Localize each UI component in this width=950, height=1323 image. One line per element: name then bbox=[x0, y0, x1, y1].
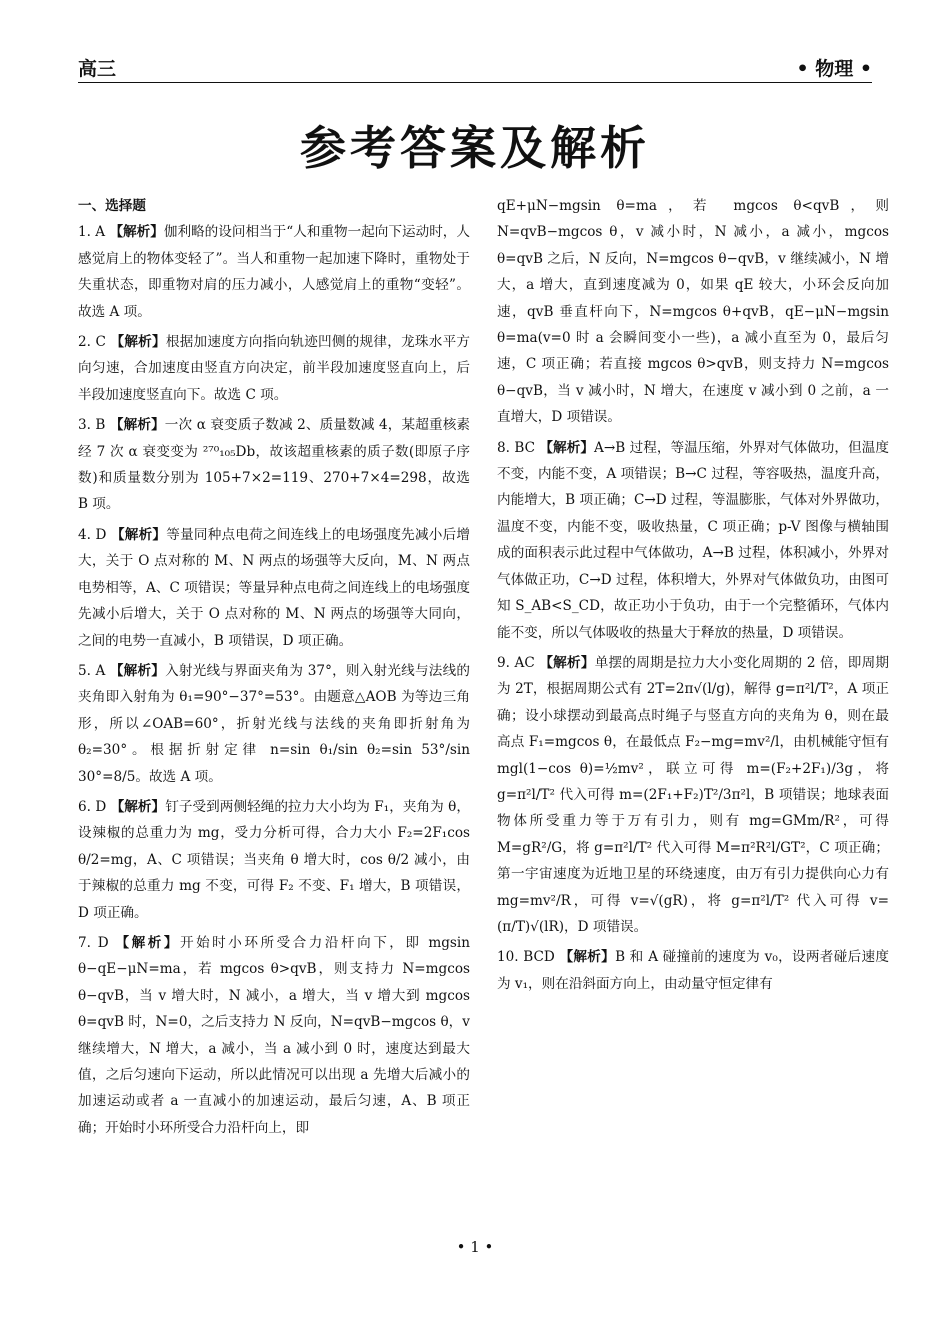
answer-item bbox=[497, 193, 889, 431]
right-column bbox=[497, 193, 889, 1001]
answer-number: 3. B bbox=[78, 417, 106, 434]
answer-text: 入射光线与界面夹角为 37°，则入射光线与法线的夹角即入射角为 θ₁=90°−37°=53°。由题意△AOB 为等边三角形，所以∠OAB=60°，折射光线与法线的夹角即折射角为 θ₂=30°。根据折射定律 n=sin θ₁/sin θ₂=sin 53°/sin 30°=8/5。故选 A 项。 bbox=[78, 662, 470, 785]
answer-number: 1. A bbox=[78, 224, 106, 241]
page-header bbox=[78, 52, 872, 83]
analysis-tag: 【解析】 bbox=[109, 417, 165, 434]
answer-number: 9. AC bbox=[497, 654, 535, 671]
section-heading: 一、选择题 bbox=[78, 198, 146, 214]
answer-item bbox=[78, 930, 470, 1141]
answer-number: 8. BC bbox=[497, 439, 535, 456]
answer-number: 4. D bbox=[78, 526, 107, 543]
analysis-tag: 【解析】 bbox=[109, 662, 166, 679]
answer-text: 单摆的周期是拉力大小变化周期的 2 倍，即周期为 2T，根据周期公式有 2T=2π√(l/g)，解得 g=π²l/T²，A 项正确；设小球摆动到最高点时绳子与竖直方向的夹角为 θ，则在最高点 F₁=mgcos θ，在最低点 F₂−mg=mv²/l，由机械能守恒有 mgl(1−cos θ)=½mv²，联立可得 m=(F₂+2F₁)/3g，将 g=π²l/T² 代入可得 m=(2F₁+F₂)T²/3π²l，B 项错误；地球表面物体所受重力等于万有引力，则有 mg=GMm/R²，可得 M=gR²/G，将 g=π²l/T² 代入可得 M=π²R²l/GT²，C 项正确；第一宇宙速度为近地卫星的环绕速度，由万有引力提供向心力有 mg=mv²/R，可得 v=√(gR)，将 g=π²l/T² 代入可得 v=(π/T)√(lR)，D 项错误。 bbox=[497, 654, 890, 935]
analysis-tag: 【解析】 bbox=[110, 334, 166, 351]
answer-item bbox=[78, 658, 470, 790]
grade-label: 高三 bbox=[78, 58, 117, 80]
answer-number: 6. D bbox=[78, 798, 107, 815]
answer-text: qE+μN−mgsin θ=ma，若 mgcos θ<qvB，则 N=qvB−mgcos θ，v 减小时，N 减小，a 减小，mgcos θ=qvB 之后，N 反向，N=mgcos θ−qvB，v 继续减小，N 增大，a 增大，直到速度减为 0，如果 qE 较大，小环会反向加速，qvB 垂直杆向下，N=mgcos θ+qvB，qE−μN−mgsin θ=ma(v=0 时 a 会瞬间变小一些)，a 减小直至为 0，最后匀速，C 项正确；若直接 mgcos θ>qvB，则支持力 N=mgcos θ−qvB，当 v 减小时，N 增大，在速度 v 减小到 0 之前，a 一直增大，D 项错误。 bbox=[497, 198, 889, 426]
answer-item bbox=[78, 412, 470, 518]
analysis-tag: 【解析】 bbox=[115, 934, 180, 951]
answer-text: 一次 α 衰变质子数减 2、质量数减 4，某超重核素经 7 次 α 衰变变为 ²⁷⁰₁₀₅Db，故该超重核素的质子数(即原子序数)和质量数分别为 105+7×2=119、270+7×4=298，故选 B 项。 bbox=[78, 417, 471, 513]
answer-item bbox=[497, 944, 889, 997]
answer-text: 等量同种点电荷之间连线上的电场强度先减小后增大，关于 O 点对称的 M、N 两点的场强等大反向，M、N 两点电势相等，A、C 项错误；等量异种点电荷之间连线上的电场强度先减小后增大，关于 O 点对称的 M、N 两点的场强等大同向，之间的电势一直减小，B 项错误，D 项正确。 bbox=[78, 526, 471, 649]
answer-item bbox=[78, 219, 470, 325]
subject-label: • 物理 • bbox=[796, 58, 872, 80]
answer-item bbox=[497, 650, 889, 940]
answer-number: 5. A bbox=[78, 662, 106, 679]
analysis-tag: 【解析】 bbox=[559, 949, 616, 966]
answer-text: A→B 过程，等温压缩，外界对气体做功，但温度不变，内能不变，A 项错误；B→C 过程，等容吸热，温度升高，内能增大，B 项正确；C→D 过程，等温膨胀，气体对外界做功，温度不变，内能不变，吸收热量，C 项正确；p-V 图像与横轴围成的面积表示此过程中气体做功，A→B 过程，体积减小，外界对气体做正功，C→D 过程，体积增大，外界对气体做负功，由图可知 S_AB<S_CD，故正功小于负功，由于一个完整循环，气体内能不变，所以气体吸收的热量大于释放的热量，D 项错误。 bbox=[497, 439, 889, 641]
answer-text: 伽利略的设问相当于“人和重物一起向下运动时，人感觉肩上的物体变轻了”。当人和重物一起加速下降时，重物处于失重状态，即重物对肩的压力减小，人感觉肩上的重物“变轻”。故选 A 项。 bbox=[78, 224, 471, 320]
analysis-tag: 【解析】 bbox=[110, 526, 167, 543]
left-column bbox=[78, 193, 470, 1145]
answer-item bbox=[78, 794, 470, 926]
answer-number: 7. D bbox=[78, 934, 109, 951]
answer-list-right bbox=[497, 193, 889, 997]
answer-item bbox=[78, 329, 470, 408]
analysis-tag: 【解析】 bbox=[539, 439, 595, 456]
answer-text: B 和 A 碰撞前的速度为 v₀，设两者碰后速度为 v₁，则在沿斜面方向上，由动量守恒定律有 bbox=[497, 949, 890, 992]
analysis-tag: 【解析】 bbox=[110, 798, 166, 815]
answer-number: 2. C bbox=[78, 334, 106, 351]
page-title: 参考答案及解析 bbox=[300, 121, 650, 175]
page-number: • 1 • bbox=[456, 1238, 494, 1256]
answer-text: 根据加速度方向指向轨迹凹侧的规律，龙珠水平方向匀速，合加速度由竖直方向决定，前半段加速度竖直向上，后半段加速度竖直向下。故选 C 项。 bbox=[78, 334, 471, 403]
analysis-tag: 【解析】 bbox=[109, 224, 164, 241]
answer-item bbox=[78, 522, 470, 654]
answer-text: 钉子受到两侧轻绳的拉力大小均为 F₁，夹角为 θ，设辣椒的总重力为 mg，受力分析可得，合力大小 F₂=2F₁cos θ/2=mg，A、C 项错误；当夹角 θ 增大时，cos θ/2 减小，由于辣椒的总重力 mg 不变，可得 F₂ 不变、F₁ 增大，B 项错误，D 项正确。 bbox=[78, 798, 470, 921]
answer-list-left bbox=[78, 219, 470, 1141]
answer-number: 10. BCD bbox=[497, 949, 555, 966]
answer-text: 开始时小环所受合力沿杆向下，即 mgsin θ−qE−μN=ma，若 mgcos θ>qvB，则支持力 N=mgcos θ−qvB，当 v 增大时，N 减小，a 增大，当 v 增大到 mgcos θ=qvB 时，N=0，之后支持力 N 反向，N=qvB−mgcos θ，v 继续增大，N 增大，a 减小，当 a 减小到 0 时，速度达到最大值，之后匀速向下运动，所以此情况可以出现 a 先增大后减小的加速运动或者 a 一直减小的加速运动，最后匀速，A、B 项正确；开始时小环所受合力沿杆向上，即 bbox=[78, 934, 471, 1136]
analysis-tag: 【解析】 bbox=[539, 654, 595, 671]
answer-item bbox=[497, 435, 889, 646]
